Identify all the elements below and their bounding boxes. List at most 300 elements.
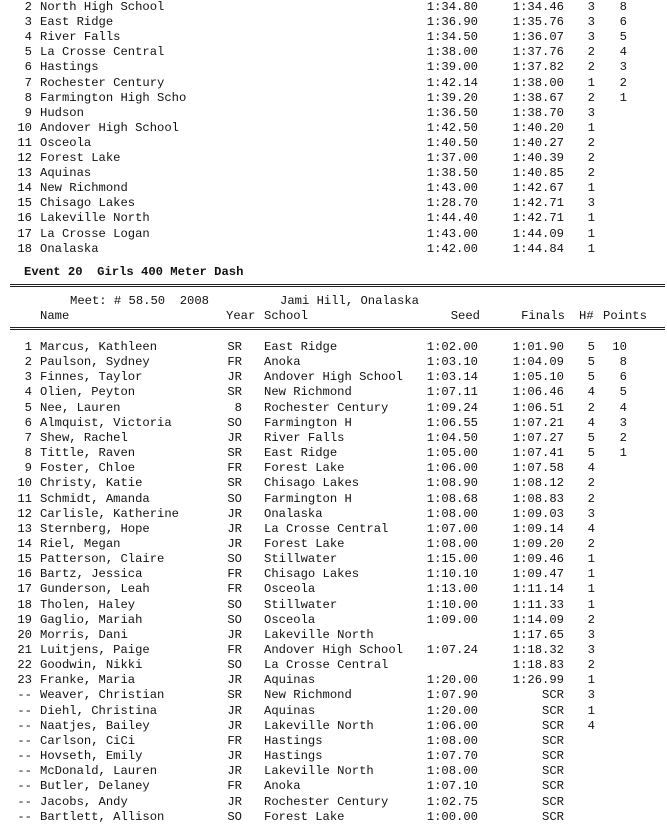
prev-points: 8 bbox=[619, 0, 627, 14]
athlete-school: Chisago Lakes bbox=[264, 567, 360, 582]
finals-time: 1:18.32 bbox=[512, 643, 564, 657]
athlete-name: Luitjens, Paige bbox=[40, 643, 150, 657]
athlete-name: Diehl, Christina bbox=[40, 703, 158, 718]
finals-time: 1:18.83 bbox=[512, 658, 564, 673]
heat-number: 2 bbox=[587, 476, 595, 491]
seed-time: 1:05.00 bbox=[426, 446, 478, 461]
place: 7 bbox=[24, 430, 32, 445]
finals-time: 1:07.27 bbox=[512, 430, 564, 445]
seed-time: 1:07.00 bbox=[426, 521, 478, 536]
prev-result-row bbox=[0, 60, 667, 75]
finals-time: SCR bbox=[542, 703, 564, 718]
prev-heat: 2 bbox=[587, 45, 595, 60]
athlete-school: Forest Lake bbox=[264, 461, 345, 476]
place: 4 bbox=[24, 385, 32, 400]
athlete-year: SO bbox=[227, 491, 242, 506]
header-school: School bbox=[264, 309, 308, 323]
finals-time: SCR bbox=[542, 779, 564, 794]
athlete-year: SR bbox=[227, 446, 242, 461]
place: -- bbox=[17, 703, 32, 718]
prev-heat: 2 bbox=[587, 151, 595, 165]
points: 1 bbox=[619, 446, 627, 461]
prev-school: Farmington High Scho bbox=[40, 90, 187, 105]
prev-school: Forest Lake bbox=[40, 151, 121, 165]
heat-number: 4 bbox=[587, 461, 595, 476]
seed-time: 1:06.00 bbox=[426, 718, 478, 733]
result-row bbox=[0, 416, 667, 431]
athlete-name: Jacobs, Andy bbox=[40, 794, 128, 809]
finals-time: 1:06.51 bbox=[512, 400, 564, 415]
prev-points: 2 bbox=[619, 75, 627, 90]
prev-finals: 1:40.20 bbox=[512, 120, 564, 135]
seed-time: 1:08.00 bbox=[426, 506, 478, 521]
athlete-school: Farmington H bbox=[264, 415, 352, 430]
result-row bbox=[0, 340, 667, 355]
prev-seed: 1:42.14 bbox=[426, 75, 478, 90]
prev-school: Osceola bbox=[40, 135, 92, 150]
seed-time: 1:20.00 bbox=[426, 673, 478, 688]
seed-time: 1:07.24 bbox=[426, 643, 478, 657]
athlete-year: SO bbox=[227, 612, 242, 627]
prev-school: Onalaska bbox=[40, 241, 99, 256]
athlete-name: Weaver, Christian bbox=[40, 688, 165, 703]
result-row bbox=[0, 552, 667, 567]
heat-number: 5 bbox=[587, 370, 595, 385]
heat-number: 2 bbox=[587, 658, 595, 673]
prev-heat: 3 bbox=[587, 105, 595, 120]
prev-seed: 1:37.00 bbox=[426, 151, 478, 165]
seed-time: 1:08.00 bbox=[426, 733, 478, 748]
athlete-school: Anoka bbox=[264, 779, 301, 794]
athlete-name: Tholen, Haley bbox=[40, 597, 136, 612]
prev-result-row bbox=[0, 15, 667, 30]
athlete-school: Anoka bbox=[264, 355, 301, 370]
place: -- bbox=[17, 809, 32, 824]
athlete-year: FR bbox=[227, 582, 242, 597]
athlete-year: JR bbox=[227, 718, 242, 733]
finals-time: 1:07.21 bbox=[512, 415, 564, 430]
prev-place: 18 bbox=[17, 241, 32, 256]
prev-heat: 3 bbox=[587, 30, 595, 45]
seed-time: 1:03.14 bbox=[426, 370, 478, 385]
prev-place: 9 bbox=[24, 105, 32, 120]
prev-place: 6 bbox=[24, 60, 32, 75]
prev-finals: 1:42.71 bbox=[512, 196, 564, 211]
athlete-name: Riel, Megan bbox=[40, 536, 121, 551]
prev-school: Rochester Century bbox=[40, 75, 165, 90]
seed-time: 1:20.00 bbox=[426, 703, 478, 718]
place: -- bbox=[17, 794, 32, 809]
athlete-name: Morris, Dani bbox=[40, 627, 128, 642]
finals-time: 1:01.90 bbox=[512, 340, 564, 354]
prev-result-row bbox=[0, 166, 667, 181]
athlete-name: McDonald, Lauren bbox=[40, 764, 158, 779]
prev-finals: 1:36.07 bbox=[512, 30, 564, 45]
place: -- bbox=[17, 688, 32, 703]
athlete-school: La Crosse Central bbox=[264, 658, 389, 673]
place: 14 bbox=[17, 536, 32, 551]
athlete-school: Onalaska bbox=[264, 506, 323, 521]
heat-number: 3 bbox=[587, 506, 595, 521]
athlete-school: Rochester Century bbox=[264, 400, 389, 415]
prev-heat: 3 bbox=[587, 196, 595, 211]
result-row bbox=[0, 779, 667, 794]
heat-number: 5 bbox=[587, 355, 595, 370]
points: 10 bbox=[612, 340, 627, 354]
athlete-school: New Richmond bbox=[264, 385, 352, 400]
place: 8 bbox=[24, 446, 32, 461]
athlete-name: Carlson, CiCi bbox=[40, 733, 136, 748]
place: -- bbox=[17, 764, 32, 779]
prev-heat: 2 bbox=[587, 60, 595, 75]
athlete-year: JR bbox=[227, 749, 242, 764]
result-row bbox=[0, 370, 667, 385]
prev-seed: 1:42.00 bbox=[426, 241, 478, 256]
athlete-year: JR bbox=[227, 627, 242, 642]
prev-points: 5 bbox=[619, 30, 627, 45]
heat-number: 1 bbox=[587, 567, 595, 582]
athlete-year: SR bbox=[227, 385, 242, 400]
finals-time: 1:26.99 bbox=[512, 673, 564, 688]
seed-time: 1:06.00 bbox=[426, 461, 478, 476]
athlete-school: Hastings bbox=[264, 749, 323, 764]
prev-place: 17 bbox=[17, 226, 32, 241]
athlete-name: Schmidt, Amanda bbox=[40, 491, 150, 506]
result-row bbox=[0, 688, 667, 703]
meet-record-holder: Jami Hill, Onalaska bbox=[280, 294, 419, 308]
athlete-year: FR bbox=[227, 355, 242, 370]
athlete-name: Paulson, Sydney bbox=[40, 355, 150, 370]
seed-time: 1:08.90 bbox=[426, 476, 478, 491]
place: -- bbox=[17, 749, 32, 764]
athlete-year: JR bbox=[227, 506, 242, 521]
prev-result-row bbox=[0, 242, 667, 257]
prev-place: 10 bbox=[17, 120, 32, 135]
athlete-school: Andover High School bbox=[264, 643, 403, 657]
prev-heat: 1 bbox=[587, 226, 595, 241]
prev-finals: 1:38.00 bbox=[512, 75, 564, 90]
athlete-school: Stillwater bbox=[264, 597, 338, 612]
athlete-school: Rochester Century bbox=[264, 794, 389, 809]
athlete-year: JR bbox=[227, 673, 242, 688]
finals-time: 1:05.10 bbox=[512, 370, 564, 385]
athlete-school: East Ridge bbox=[264, 446, 338, 461]
finals-time: 1:07.58 bbox=[512, 461, 564, 476]
prev-heat: 1 bbox=[587, 120, 595, 135]
athlete-name: Shew, Rachel bbox=[40, 430, 128, 445]
prev-finals: 1:38.67 bbox=[512, 90, 564, 105]
heat-number: 1 bbox=[587, 597, 595, 612]
prev-result-row bbox=[0, 106, 667, 121]
meet-record-line bbox=[0, 294, 667, 309]
prev-seed: 1:34.80 bbox=[426, 0, 478, 14]
prev-points: 1 bbox=[619, 90, 627, 105]
heat-number: 4 bbox=[587, 415, 595, 430]
prev-school: Andover High School bbox=[40, 120, 179, 135]
prev-place: 15 bbox=[17, 196, 32, 211]
athlete-school: Aquinas bbox=[264, 673, 316, 688]
place: 16 bbox=[17, 567, 32, 582]
prev-place: 4 bbox=[24, 30, 32, 45]
prev-seed: 1:43.00 bbox=[426, 181, 478, 196]
athlete-name: Gaglio, Mariah bbox=[40, 612, 143, 627]
finals-time: 1:09.47 bbox=[512, 567, 564, 582]
athlete-school: East Ridge bbox=[264, 340, 338, 354]
athlete-school: Osceola bbox=[264, 612, 316, 627]
result-row bbox=[0, 598, 667, 613]
place: 11 bbox=[17, 491, 32, 506]
prev-seed: 1:36.90 bbox=[426, 15, 478, 30]
result-row bbox=[0, 764, 667, 779]
prev-school: New Richmond bbox=[40, 181, 128, 196]
heat-number: 3 bbox=[587, 627, 595, 642]
prev-finals: 1:35.76 bbox=[512, 15, 564, 30]
athlete-school: Lakeville North bbox=[264, 718, 374, 733]
result-row bbox=[0, 795, 667, 810]
athlete-school: Hastings bbox=[264, 733, 323, 748]
prev-heat: 2 bbox=[587, 90, 595, 105]
prev-result-row bbox=[0, 91, 667, 106]
heat-number: 2 bbox=[587, 612, 595, 627]
heat-number: 5 bbox=[587, 340, 595, 354]
meet-record-label: Meet: # 58.50 2008 bbox=[70, 294, 209, 308]
heat-number: 3 bbox=[587, 643, 595, 657]
result-row bbox=[0, 461, 667, 476]
athlete-year: SO bbox=[227, 597, 242, 612]
athlete-school: La Crosse Central bbox=[264, 521, 389, 536]
prev-school: La Crosse Central bbox=[40, 45, 165, 60]
seed-time: 1:07.10 bbox=[426, 779, 478, 794]
heat-number: 3 bbox=[587, 688, 595, 703]
prev-heat: 1 bbox=[587, 241, 595, 256]
header-year: Year bbox=[226, 309, 256, 323]
athlete-year: SR bbox=[227, 476, 242, 491]
points: 2 bbox=[619, 430, 627, 445]
place: -- bbox=[17, 718, 32, 733]
athlete-name: Nee, Lauren bbox=[40, 400, 121, 415]
finals-time: 1:08.12 bbox=[512, 476, 564, 491]
athlete-year: FR bbox=[227, 567, 242, 582]
athlete-name: Hovseth, Emily bbox=[40, 749, 143, 764]
place: 12 bbox=[17, 506, 32, 521]
athlete-name: Marcus, Kathleen bbox=[40, 340, 158, 354]
seed-time: 1:10.00 bbox=[426, 597, 478, 612]
place: -- bbox=[17, 779, 32, 794]
place: -- bbox=[17, 733, 32, 748]
header-name: Name bbox=[40, 309, 70, 323]
points: 8 bbox=[619, 355, 627, 370]
heat-number: 1 bbox=[587, 582, 595, 597]
finals-time: SCR bbox=[542, 749, 564, 764]
place: 2 bbox=[24, 355, 32, 370]
heat-number: 4 bbox=[587, 718, 595, 733]
athlete-year: SR bbox=[227, 688, 242, 703]
prev-place: 16 bbox=[17, 211, 32, 226]
place: 22 bbox=[17, 658, 32, 673]
finals-time: SCR bbox=[542, 733, 564, 748]
athlete-year: JR bbox=[227, 536, 242, 551]
seed-time: 1:04.50 bbox=[426, 430, 478, 445]
finals-time: 1:06.46 bbox=[512, 385, 564, 400]
prev-school: Chisago Lakes bbox=[40, 196, 136, 211]
finals-time: 1:08.83 bbox=[512, 491, 564, 506]
athlete-school: New Richmond bbox=[264, 688, 352, 703]
finals-time: 1:09.20 bbox=[512, 536, 564, 551]
finals-time: SCR bbox=[542, 794, 564, 809]
heat-number: 5 bbox=[587, 430, 595, 445]
prev-place: 12 bbox=[17, 151, 32, 165]
prev-finals: 1:38.70 bbox=[512, 105, 564, 120]
result-row bbox=[0, 431, 667, 446]
finals-time: 1:09.46 bbox=[512, 552, 564, 567]
athlete-school: Farmington H bbox=[264, 491, 352, 506]
seed-time: 1:08.00 bbox=[426, 536, 478, 551]
seed-time: 1:09.00 bbox=[426, 612, 478, 627]
finals-time: 1:07.41 bbox=[512, 446, 564, 461]
double-rule-top bbox=[10, 284, 665, 287]
athlete-school: Forest Lake bbox=[264, 809, 345, 824]
result-row bbox=[0, 355, 667, 370]
athlete-school: Stillwater bbox=[264, 552, 338, 567]
place: 20 bbox=[17, 627, 32, 642]
result-row bbox=[0, 673, 667, 688]
seed-time: 1:06.55 bbox=[426, 415, 478, 430]
heat-number: 2 bbox=[587, 400, 595, 415]
points: 5 bbox=[619, 385, 627, 400]
prev-finals: 1:42.71 bbox=[512, 211, 564, 226]
prev-school: North High School bbox=[40, 0, 165, 14]
result-row bbox=[0, 628, 667, 643]
seed-time: 1:02.00 bbox=[426, 340, 478, 354]
prev-finals: 1:40.39 bbox=[512, 151, 564, 165]
finals-time: SCR bbox=[542, 718, 564, 733]
athlete-school: Aquinas bbox=[264, 703, 316, 718]
prev-place: 5 bbox=[24, 45, 32, 60]
athlete-year: FR bbox=[227, 733, 242, 748]
athlete-name: Carlisle, Katherine bbox=[40, 506, 179, 521]
prev-school: Hudson bbox=[40, 105, 84, 120]
prev-result-row bbox=[0, 151, 667, 166]
athlete-name: Gunderson, Leah bbox=[40, 582, 150, 597]
athlete-name: Bartz, Jessica bbox=[40, 567, 143, 582]
prev-heat: 1 bbox=[587, 181, 595, 196]
athlete-name: Patterson, Claire bbox=[40, 552, 165, 567]
header-seed: Seed bbox=[450, 309, 480, 323]
prev-seed: 1:42.50 bbox=[426, 120, 478, 135]
athlete-year: 8 bbox=[234, 400, 242, 415]
result-row bbox=[0, 749, 667, 764]
athlete-school: Osceola bbox=[264, 582, 316, 597]
finals-time: 1:14.09 bbox=[512, 612, 564, 627]
athlete-name: Tittle, Raven bbox=[40, 446, 136, 461]
header-heat: H# bbox=[579, 309, 594, 323]
heat-number: 4 bbox=[587, 521, 595, 536]
seed-time: 1:03.10 bbox=[426, 355, 478, 370]
place: 15 bbox=[17, 552, 32, 567]
seed-time: 1:02.75 bbox=[426, 794, 478, 809]
prev-school: La Crosse Logan bbox=[40, 226, 150, 241]
result-row bbox=[0, 537, 667, 552]
heat-number: 4 bbox=[587, 385, 595, 400]
prev-points: 6 bbox=[619, 15, 627, 30]
prev-school: River Falls bbox=[40, 30, 121, 45]
athlete-year: JR bbox=[227, 370, 242, 385]
prev-seed: 1:39.20 bbox=[426, 90, 478, 105]
prev-seed: 1:40.50 bbox=[426, 135, 478, 150]
prev-result-row bbox=[0, 30, 667, 45]
heat-number: 5 bbox=[587, 446, 595, 461]
athlete-name: Olien, Peyton bbox=[40, 385, 136, 400]
athlete-name: Naatjes, Bailey bbox=[40, 718, 150, 733]
points: 3 bbox=[619, 415, 627, 430]
prev-result-row bbox=[0, 76, 667, 91]
prev-seed: 1:28.70 bbox=[426, 196, 478, 211]
place: 18 bbox=[17, 597, 32, 612]
event-title-text: Event 20 Girls 400 Meter Dash bbox=[24, 265, 244, 279]
result-row bbox=[0, 522, 667, 537]
column-header-row bbox=[0, 309, 667, 324]
heat-number: 2 bbox=[587, 491, 595, 506]
prev-finals: 1:44.84 bbox=[512, 241, 564, 256]
place: 9 bbox=[24, 461, 32, 476]
result-row bbox=[0, 643, 667, 658]
result-row bbox=[0, 658, 667, 673]
prev-heat: 3 bbox=[587, 0, 595, 14]
prev-finals: 1:40.27 bbox=[512, 135, 564, 150]
heat-number: 1 bbox=[587, 673, 595, 688]
prev-result-row bbox=[0, 45, 667, 60]
place: 5 bbox=[24, 400, 32, 415]
prev-heat: 3 bbox=[587, 15, 595, 30]
place: 6 bbox=[24, 415, 32, 430]
prev-school: Aquinas bbox=[40, 166, 92, 181]
athlete-school: Andover High School bbox=[264, 370, 403, 385]
athlete-school: River Falls bbox=[264, 430, 345, 445]
seed-time: 1:08.68 bbox=[426, 491, 478, 506]
athlete-name: Goodwin, Nikki bbox=[40, 658, 143, 673]
athlete-name: Foster, Chloe bbox=[40, 461, 136, 476]
seed-time: 1:07.11 bbox=[426, 385, 478, 400]
finals-time: 1:17.65 bbox=[512, 627, 564, 642]
heat-number: 1 bbox=[587, 703, 595, 718]
result-row bbox=[0, 567, 667, 582]
result-row bbox=[0, 492, 667, 507]
result-row bbox=[0, 810, 667, 825]
prev-finals: 1:42.67 bbox=[512, 181, 564, 196]
prev-result-row bbox=[0, 227, 667, 242]
prev-heat: 1 bbox=[587, 211, 595, 226]
athlete-school: Chisago Lakes bbox=[264, 476, 360, 491]
result-row bbox=[0, 613, 667, 628]
result-row bbox=[0, 582, 667, 597]
athlete-name: Sternberg, Hope bbox=[40, 521, 150, 536]
athlete-year: JR bbox=[227, 521, 242, 536]
prev-result-row bbox=[0, 121, 667, 136]
place: 17 bbox=[17, 582, 32, 597]
athlete-year: JR bbox=[227, 703, 242, 718]
athlete-year: SR bbox=[227, 340, 242, 354]
athlete-name: Bartlett, Allison bbox=[40, 809, 165, 824]
prev-place: 13 bbox=[17, 166, 32, 181]
prev-seed: 1:43.00 bbox=[426, 226, 478, 241]
result-row bbox=[0, 719, 667, 734]
heat-number: 1 bbox=[587, 552, 595, 567]
prev-points: 3 bbox=[619, 60, 627, 75]
prev-heat: 1 bbox=[587, 75, 595, 90]
seed-time: 1:07.90 bbox=[426, 688, 478, 703]
athlete-name: Butler, Delaney bbox=[40, 779, 150, 794]
prev-place: 8 bbox=[24, 90, 32, 105]
